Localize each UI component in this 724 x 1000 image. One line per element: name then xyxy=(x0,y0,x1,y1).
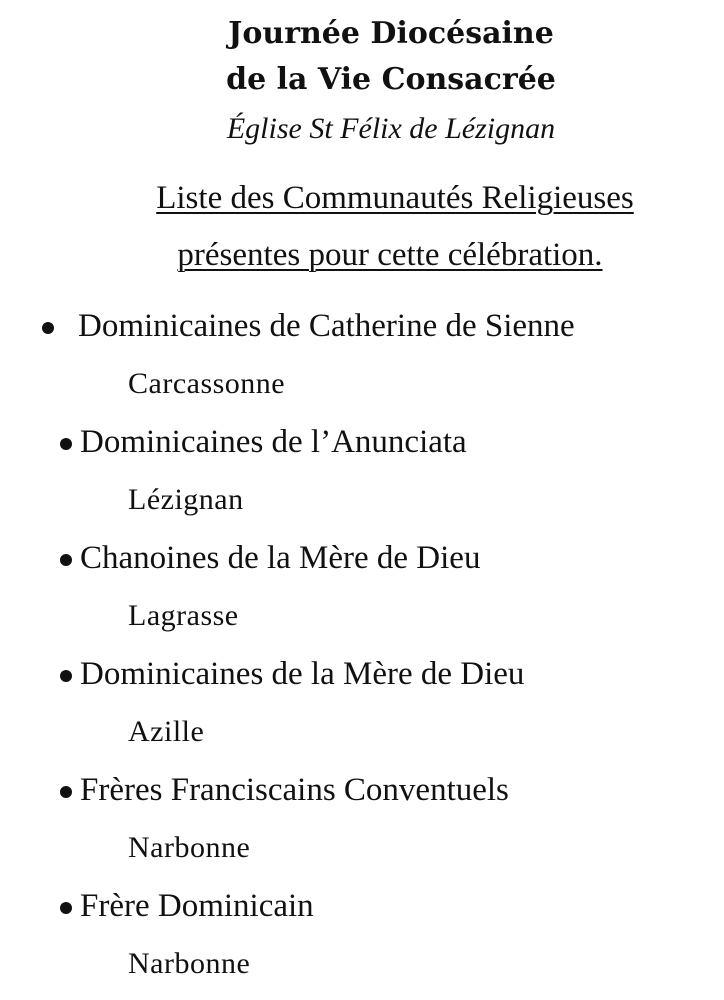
list-heading-line-1 xyxy=(33,178,724,218)
community-place: Narbonne xyxy=(128,947,251,980)
community-place: Narbonne xyxy=(128,831,251,864)
community-place: Lézignan xyxy=(128,483,244,516)
bullet-icon xyxy=(60,902,72,914)
list-heading-text-1: Liste des Communautés Religieuses xyxy=(156,180,634,216)
title-line-1: Journée Diocésaine xyxy=(228,16,554,51)
bullet-icon xyxy=(60,670,72,682)
community-name: Frère Dominicain xyxy=(80,888,314,924)
community-item xyxy=(0,654,724,766)
title-line-2: de la Vie Consacrée xyxy=(226,62,556,97)
bullet-icon xyxy=(60,554,72,566)
community-item xyxy=(0,306,724,418)
community-name: Dominicaines de l’Anunciata xyxy=(80,424,467,460)
community-item xyxy=(0,770,724,882)
community-name: Chanoines de la Mère de Dieu xyxy=(80,540,481,576)
community-place: Lagrasse xyxy=(128,599,239,632)
bullet-icon xyxy=(42,322,54,334)
bullet-icon xyxy=(60,786,72,798)
community-place: Carcassonne xyxy=(128,367,286,400)
community-item xyxy=(0,886,724,998)
community-place: Azille xyxy=(128,715,205,748)
bullet-icon xyxy=(60,438,72,450)
community-item xyxy=(0,538,724,650)
community-name: Frères Franciscains Conventuels xyxy=(80,772,509,808)
list-heading-text-2: présentes pour cette célébration. xyxy=(177,237,603,273)
subtitle: Église St Félix de Lézignan xyxy=(226,112,556,145)
community-name: Dominicaines de la Mère de Dieu xyxy=(80,656,525,692)
community-name: Dominicaines de Catherine de Sienne xyxy=(78,308,575,344)
list-heading-line-2 xyxy=(28,235,724,275)
community-item xyxy=(0,422,724,534)
